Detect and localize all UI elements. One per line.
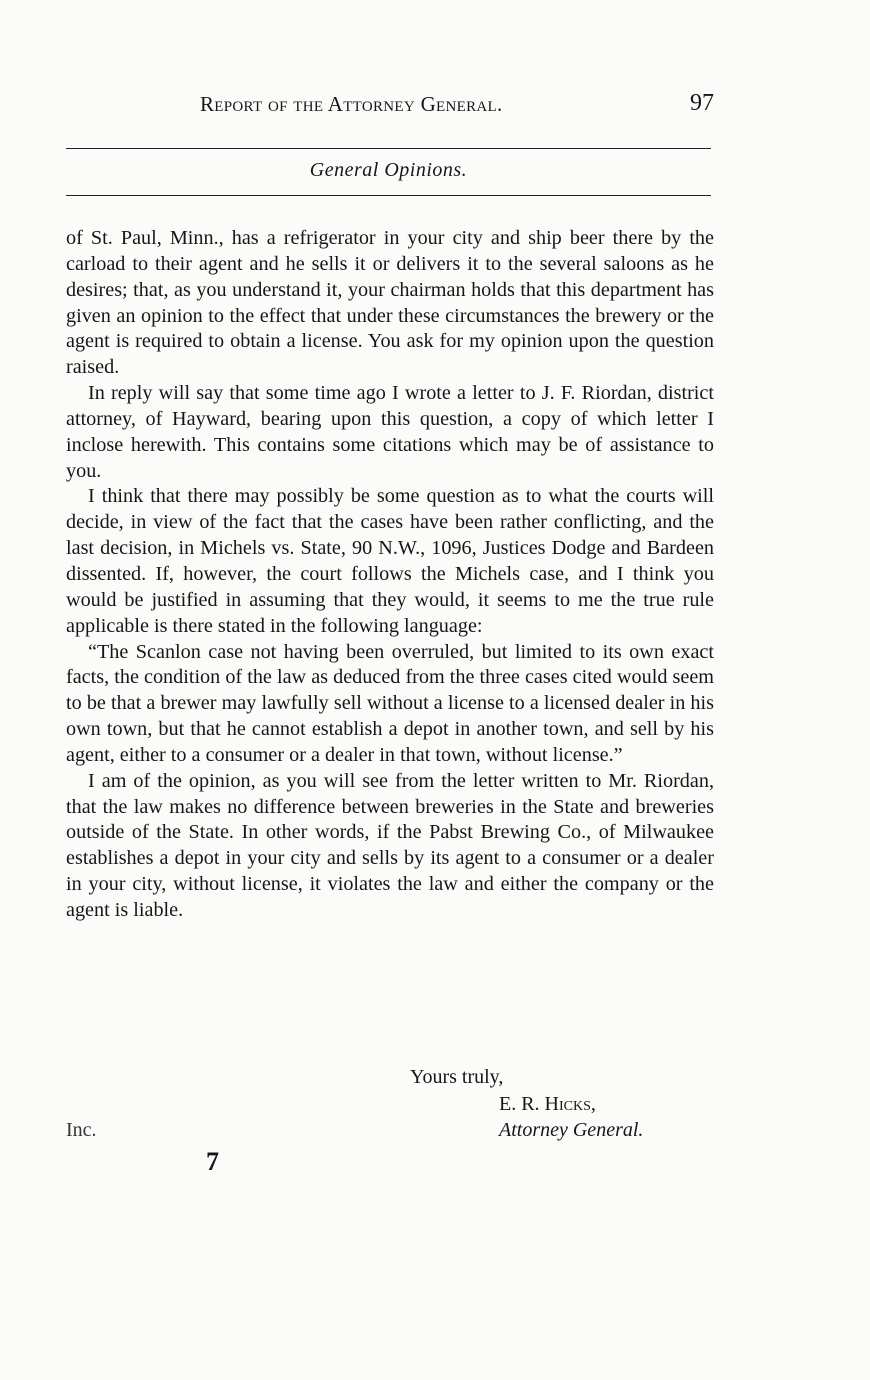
- paragraph-quotation: “The Scanlon case not having been overruled, but limited to its own exact facts, the condition of the law as deduced from the three cases cited would seem to be that a brewer may lawfully sell without a license to a licensed dealer in his own town, but that he cannot establish a depot in another town, and sell by his agent, either to a consumer or a dealer in that town, without license.”: [66, 640, 714, 766]
- margin-note: Inc.: [66, 1119, 97, 1141]
- running-title: Report of the Attorney General.: [200, 92, 503, 116]
- paragraph-courts: I think that there may possibly be some question as to what the courts will decide, in view of the fact that the cases have been rather conflicting, and the last decision, in Michels vs. State, 90 N.W., 1096, Justices Dodge and Bardeen dissented. If, however, the court follows the Michels case, and I think you would be justified in assuming that they would, it seems to me the true rule applicable is there stated in the following language:: [66, 485, 714, 637]
- running-head: [66, 92, 714, 122]
- signer-name: E. R. Hicks,: [499, 1093, 596, 1115]
- body-text: [66, 226, 714, 924]
- paragraph-opinion: I am of the opinion, as you will see from the letter written to Mr. Riordan, that the law makes no difference between breweries in the State and breweries outside of the State. In other words, if the Pabst Brewing Co., of Milwaukee establishes a depot in your city and sells by its agent to a consumer or a dealer in your city, without license, it violates the law and either the company or the agent is liable.: [66, 769, 714, 921]
- paragraph-reply: In reply will say that some time ago I wrote a letter to J. F. Riordan, district attorney, of Hayward, bearing upon this question, a copy of which letter I inclose herewith. This contains some citations which may be of assistance to you.: [66, 382, 714, 482]
- page-number: 97: [690, 90, 714, 116]
- bottom-rule: [66, 195, 711, 196]
- paragraph-continued: of St. Paul, Minn., has a refrigerator in your city and ship beer there by the carload to their agent and he sells it or delivers it to the several saloons as he desires; that, as you understand it, your chairman holds that this department has given an opinion to the effect that under these circumstances the brewery or the agent is required to obtain a license. You ask for my opinion upon the question raised.: [66, 227, 714, 379]
- signature-mark: 7: [206, 1147, 219, 1176]
- closing-salutation: Yours truly,: [410, 1066, 504, 1088]
- top-rule: [66, 148, 711, 149]
- signer-title: Attorney General.: [499, 1119, 644, 1141]
- section-heading: General Opinions.: [309, 159, 468, 181]
